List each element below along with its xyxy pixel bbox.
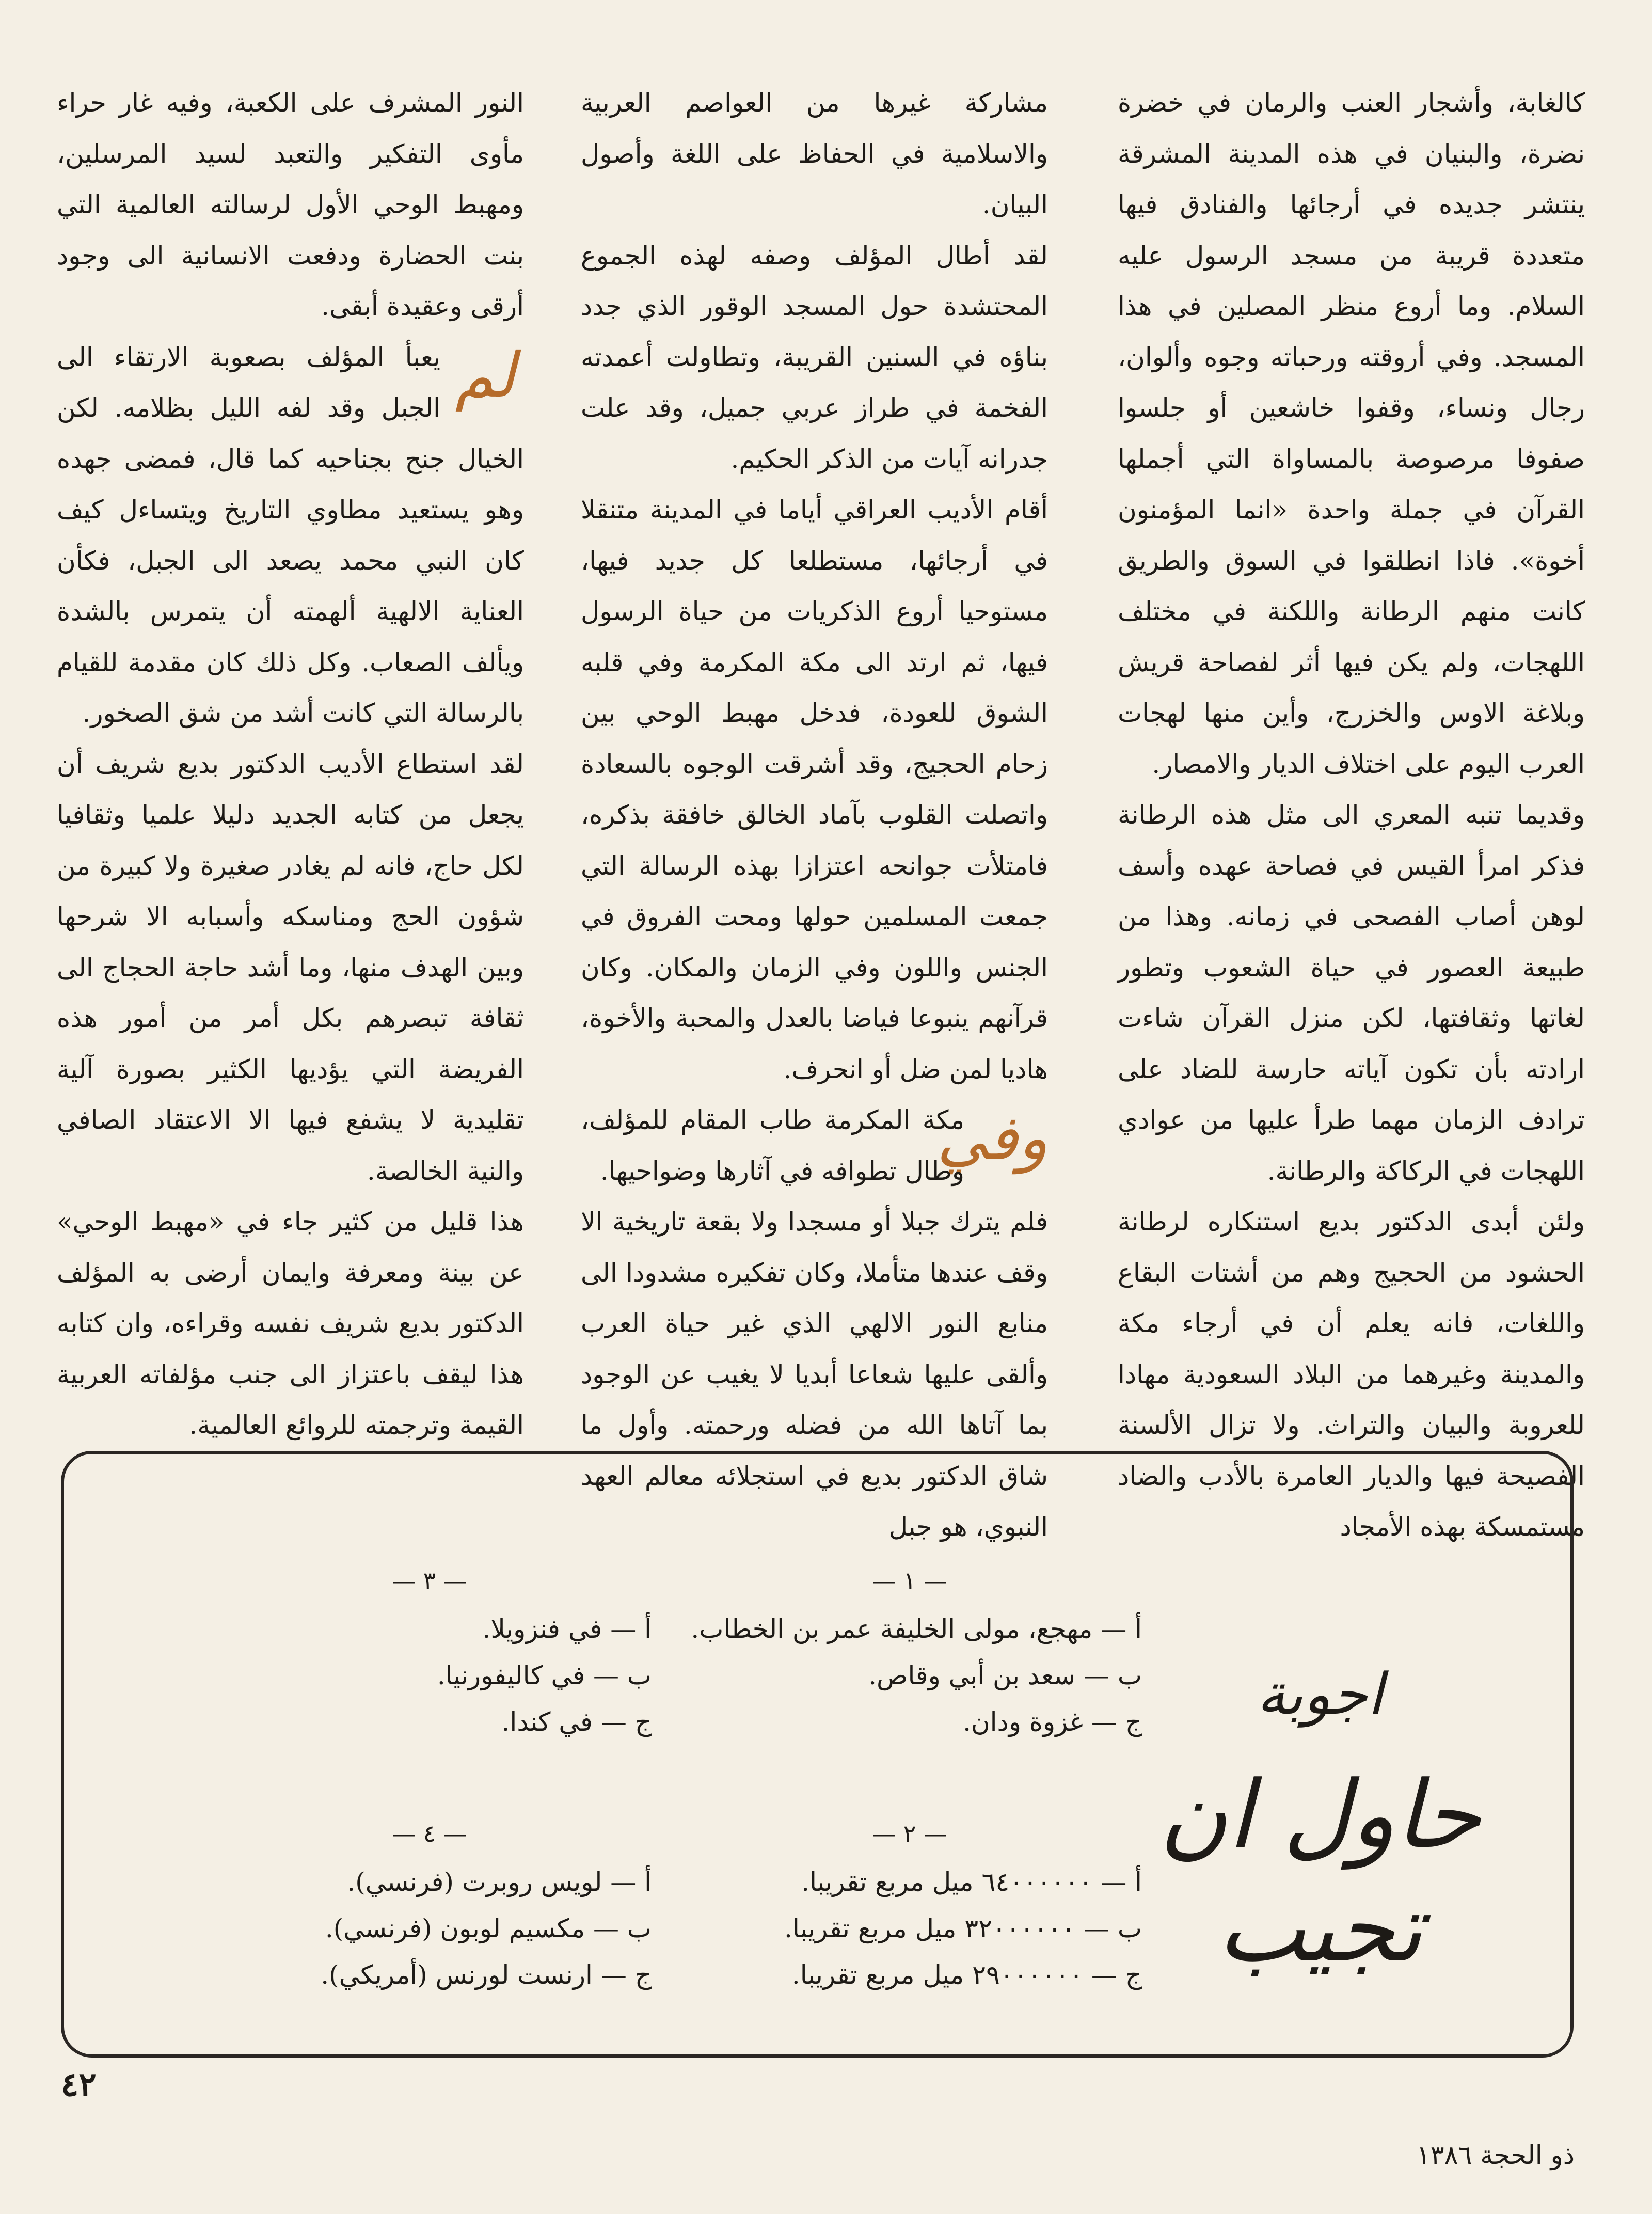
paragraph: لقد أطال المؤلف وصفه لهذه الجموع المحتشدة حول المسجد الوقور الذي جدد بناؤه في السنين القريبة، وتطاولت أعمدته الفخمة في طراز عربي جميل، وقد علت جدرانه آيات من الذكر الحكيم. — [581, 240, 1048, 474]
paragraph: لقد استطاع الأديب الدكتور بديع شريف أن يجعل من كتابه الجديد دليلا علميا وثقافيا لكل حاج، فانه لم يغادر صغيرة ولا كبيرة من شؤون الحج ومناسكه وأسبابه الا شرحها وبين الهدف منها، وما أشد حاجة الحجاج الى ثقافة تبصرهم بكل أمر من أمور هذه الفريضة التي يؤديها الكثير بصورة آلية تقليدية لا يشفع فيها الا الاعتقاد الصافي والنية الخالصة. — [57, 749, 524, 1186]
answers-box — [61, 1451, 1574, 2058]
paragraph-text: يعبأ المؤلف بصعوبة الارتقاء الى الجبل وقد لفه الليل بظلامه. لكن الخيال جنح بجناحيه كما قال، فمضى جهده وهو يستعيد مطاوي التاريخ ويتساءل كيف كان النبي محمد يصعد الى الجبل، فكأن العناية الالهية ألهمته أن يتمرس بالشدة ويألف الصعاب. وكل ذلك كان مقدمة للقيام بالرسالة التي كانت أشد من شق الصخور. — [57, 342, 524, 728]
answer-group-number: — ٤ — — [392, 1820, 467, 1847]
drop-initial: لم — [455, 339, 516, 412]
answer-group-2 — [677, 1810, 1142, 1998]
answer-item: أ — في فنزويلا. — [482, 1614, 652, 1644]
answers-title — [1139, 1660, 1501, 1983]
paragraph-with-initial — [581, 1095, 1048, 1196]
answer-item: ج — في كندا. — [501, 1707, 652, 1737]
answer-item: ب — مكسيم لوبون (فرنسي). — [325, 1913, 652, 1943]
answer-group-4 — [208, 1810, 652, 1998]
answer-item: ب — سعد بن أبي وقاص. — [868, 1660, 1142, 1690]
footer-date: ذو الحجة ١٣٨٦ — [1416, 2140, 1575, 2170]
answer-group-number: — ٣ — — [392, 1567, 467, 1594]
paragraph: مشاركة غيرها من العواصم العربية والاسلامية في الحفاظ على اللغة وأصول البيان. — [581, 88, 1048, 219]
paragraph: النور المشرف على الكعبة، وفيه غار حراء مأوى التفكير والتعبد لسيد المرسلين، ومهبط الوحي الأول لرسالته العالمية التي بنت الحضارة ودفعت الانسانية الى وجود أرقى وعقيدة أبقى. — [57, 88, 524, 321]
page-number: ٤٢ — [61, 2065, 97, 2104]
answer-group-number: — ٢ — — [872, 1820, 947, 1847]
answer-item: أ — مهجع، مولى الخليفة عمر بن الخطاب. — [691, 1614, 1142, 1644]
answer-item: ب — في كاليفورنيا. — [437, 1660, 652, 1690]
paragraph: هذا قليل من كثير جاء في «مهبط الوحي» عن بينة ومعرفة وايمان أرضى به المؤلف الدكتور بديع شريف نفسه وقراءه، وان كتابه هذا ليقف باعتزاز الى جنب مؤلفاته العربية القيمة وترجمته للروائع العالمية. — [57, 1207, 524, 1440]
article-column-right — [1118, 77, 1585, 1553]
article-column-left — [57, 77, 524, 1451]
paragraph-text: مكة المكرمة طاب المقام للمؤلف، وطال تطوافه في آثارها وضواحيها. — [581, 1105, 964, 1186]
answer-item: أ — لويس روبرت (فرنسي). — [347, 1867, 652, 1897]
article-column-middle — [581, 77, 1048, 1553]
paragraph: ولئن أبدى الدكتور بديع استنكاره لرطانة الحشود من الحجيج وهم من أشتات البقاع واللغات، فانه يعلم أن في أرجاء مكة والمدينة وغيرهما من البلاد السعودية مهادا للعروبة والبيان والتراث. ولا تزال الألسنة الفصيحة فيها والديار العامرة بالأدب والضاد مستمسكة بهذه الأمجاد — [1118, 1207, 1585, 1542]
answer-item: أ — ٦٤٠٠٠٠٠٠ ميل مربع تقريبا. — [801, 1867, 1142, 1897]
paragraph-with-initial — [57, 332, 524, 739]
answer-group-3 — [208, 1557, 652, 1745]
drop-initial: وفي — [936, 1102, 1048, 1174]
answer-group-1 — [677, 1557, 1142, 1745]
answer-item: ب — ٣٢٠٠٠٠٠٠ ميل مربع تقريبا. — [784, 1913, 1142, 1943]
paragraph: كالغابة، وأشجار العنب والرمان في خضرة نضرة، والبنيان في هذه المدينة المشرقة ينتشر جديده في أرجائها والفنادق فيها متعددة قريبة من مسجد الرسول عليه السلام. وما أروع منظر المصلين في هذا المسجد. وفي أروقته ورحباته وجوه وألوان، رجال ونساء، وقفوا خاشعين أو جلسوا صفوفا مرصوصة بالمساواة التي أجملها القرآن في جملة واحدة «انما المؤمنون أخوة». فاذا انطلقوا في السوق والطريق كانت منهم الرطانة واللكنة في مختلف اللهجات، ولم يكن فيها أثر لفصاحة قريش وبلاغة الاوس والخزرج، وأين منها لهجات العرب اليوم على اختلاف الديار والامصار. — [1118, 88, 1585, 779]
paragraph: أقام الأديب العراقي أياما في المدينة متنقلا في أرجائها، مستطلعا كل جديد فيها، مستوحيا أروع الذكريات من حياة الرسول فيها، ثم ارتد الى مكة المكرمة وفي قلبه الشوق للعودة، فدخل مهبط الوحي بين زحام الحجيج، وقد أشرقت الوجوه بالسعادة واتصلت القلوب بآماد الخالق خافقة بذكره، فامتلأت جوانحه اعتزازا بهذه الرسالة التي جمعت المسلمين حولها ومحت الفروق في الجنس واللون وفي الزمان والمكان. وكان قرآنهم ينبوعا فياضا بالعدل والمحبة والأخوة، هاديا لمن ضل أو انحرف. — [581, 495, 1048, 1084]
paragraph: وقديما تنبه المعري الى مثل هذه الرطانة فذكر امرأ القيس في فصاحة عهده وأسف لوهن أصاب الفصحى في زمانه. وهذا من طبيعة العصور في حياة الشعوب وتطور لغاتها وثقافتها، لكن منزل القرآن شاءت ارادته بأن تكون آياته حارسة للضاد على ترادف الزمان مهما طرأ عليها من عوادي اللهجات في الركاكة والرطانة. — [1118, 800, 1585, 1186]
answers-title-top: اجوبة — [1257, 1661, 1384, 1727]
answers-title-bottom: حاول ان تجيب — [1159, 1761, 1481, 1983]
answer-group-number: — ١ — — [872, 1567, 947, 1594]
answer-item: ج — ارنست لورنس (أمريكي). — [321, 1960, 652, 1990]
answer-item: ج — ٢٩٠٠٠٠٠٠ ميل مربع تقريبا. — [791, 1960, 1142, 1990]
answer-item: ج — غزوة ودان. — [963, 1707, 1142, 1737]
paragraph: فلم يترك جبلا أو مسجدا ولا بقعة تاريخية الا وقف عندها متأملا، وكان تفكيره مشدودا الى منابع النور الالهي الذي غير حياة العرب وألقى عليها شعاعا أبديا لا يغيب عن الوجود بما آتاها الله من فضله ورحمته. وأول ما شاق الدكتور بديع في استجلائه معالم العهد النبوي، هو جبل — [581, 1207, 1048, 1542]
